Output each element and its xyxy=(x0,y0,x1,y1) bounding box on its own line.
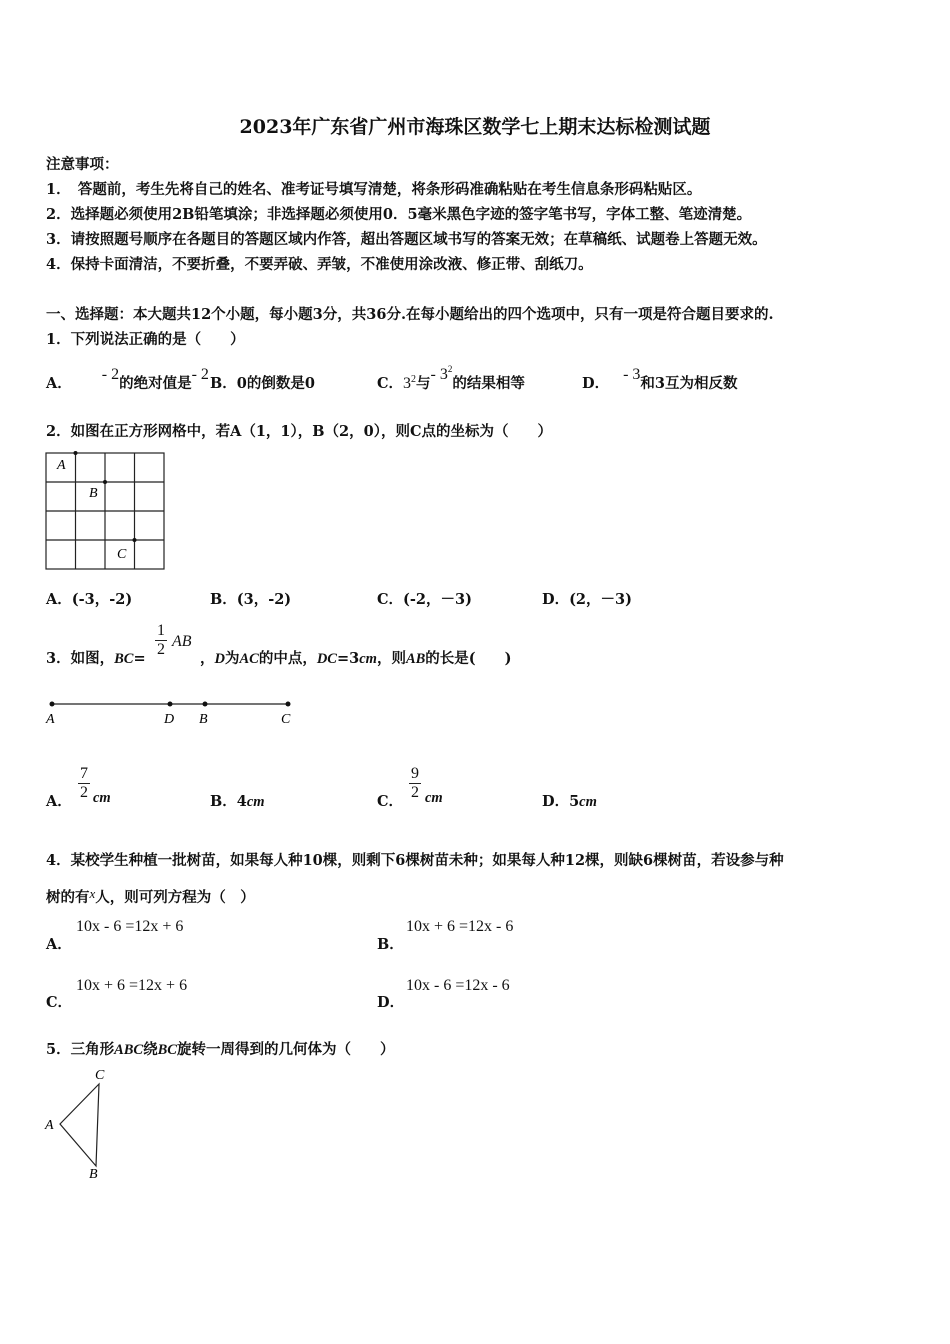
q4-option-a-equation: 10x - 6 =12x + 6 xyxy=(76,918,184,935)
q1-option-a: A．- 2的绝对值是- 2 xyxy=(46,366,209,392)
q1-stem: 1．下列说法正确的是（ ） xyxy=(46,331,245,348)
notice-heading: 注意事项： xyxy=(46,156,119,173)
point-a xyxy=(74,451,78,455)
q3-option-a-label: A． xyxy=(46,793,72,810)
q5-stem: 5．三角形ABC绕BC旋转一周得到的几何体为（ ） xyxy=(46,1041,395,1058)
q3-option-c-fraction: 9 2 xyxy=(411,765,419,801)
notice-item-2: 2．选择题必须使用2B铅笔填涂；非选择题必须使用0．5毫米黑色字迹的签字笔书写，字体工整、笔迹清楚。 xyxy=(46,206,752,223)
q3-option-a-unit: cm xyxy=(93,790,111,806)
point-label-a: A xyxy=(46,712,55,727)
point-label-c: C xyxy=(281,712,291,727)
q3-option-c-unit: cm xyxy=(425,790,443,806)
triangle-label-a: A xyxy=(45,1118,54,1133)
q2-grid-figure xyxy=(44,451,168,573)
notice-item-1: 1． 答题前，考生先将自己的姓名、准考证号填写清楚，将条形码准确粘贴在考生信息条形码粘贴区。 xyxy=(46,181,702,198)
page-title: 2023年广东省广州市海珠区数学七上期末达标检测试题 xyxy=(239,116,711,138)
q2-option-c: C．(-2，－3) xyxy=(377,591,472,608)
triangle-label-c: C xyxy=(95,1068,105,1083)
q4-option-d-label: D． xyxy=(377,994,405,1011)
q3-stem-end: ，D为AC的中点，DC=3cm，则AB的长是( ) xyxy=(200,650,512,667)
q2-stem: 2．如图在正方形网格中，若A（1，1），B（2，0），则C点的坐标为（ ） xyxy=(46,423,552,440)
q4-stem-line1: 4．某校学生种植一批树苗，如果每人种10棵，则剩下6棵树苗未种；如果每人种12棵，则缺6棵树苗，若设参与种 xyxy=(46,852,784,869)
q4-option-c-equation: 10x + 6 =12x + 6 xyxy=(76,977,188,994)
q3-stem-start: 3．如图，BC= xyxy=(46,650,146,667)
q2-option-d: D．(2，－3) xyxy=(542,591,632,608)
q4-stem-line2: 树的有x人，则可列方程为（ ） xyxy=(46,886,255,906)
q1-option-d: D．- 3和3互为相反数 xyxy=(582,366,738,392)
q4-option-d-equation: 10x - 6 =12x - 6 xyxy=(406,977,510,994)
q1-option-c: C．$3^2$与- $3^2$的结果相等 xyxy=(377,364,525,392)
point-c xyxy=(133,538,137,542)
q4-option-a-label: A． xyxy=(46,936,72,953)
label-a: A xyxy=(57,458,66,473)
q1-option-b: B．0的倒数是0 xyxy=(210,375,315,392)
triangle-label-b: B xyxy=(89,1167,98,1182)
q4-option-b-label: B． xyxy=(377,936,404,953)
point-label-b: B xyxy=(199,712,208,727)
q3-option-c-label: C． xyxy=(377,793,404,810)
q4-option-b-equation: 10x + 6 =12x - 6 xyxy=(406,918,514,935)
section-heading: 一、选择题：本大题共12个小题，每小题3分，共36分.在每小题给出的四个选项中，只有一项是符合题目要求的. xyxy=(46,306,774,323)
q5-triangle-figure xyxy=(44,1066,114,1184)
q3-fraction-var: AB xyxy=(172,633,192,650)
q3-fraction: 1 2 xyxy=(157,622,165,658)
q2-option-b: B．(3，-2) xyxy=(210,591,292,608)
q3-option-b: B．4cm xyxy=(210,793,265,810)
point-label-d: D xyxy=(164,712,175,727)
point-b xyxy=(103,480,107,484)
label-c: C xyxy=(117,547,127,562)
q4-option-c-label: C． xyxy=(46,994,73,1011)
label-b: B xyxy=(89,486,98,501)
q3-line-figure xyxy=(44,696,300,730)
q3-option-a-fraction: 7 2 xyxy=(80,765,88,801)
notice-item-4: 4．保持卡面清洁，不要折叠，不要弄破、弄皱，不准使用涂改液、修正带、刮纸刀。 xyxy=(46,256,593,273)
q3-option-d: D．5cm xyxy=(542,793,597,810)
q2-option-a: A．(-3，-2) xyxy=(46,591,133,608)
notice-item-3: 3．请按照题号顺序在各题目的答题区域内作答，超出答题区域书写的答案无效；在草稿纸、试题卷上答题无效。 xyxy=(46,231,767,248)
